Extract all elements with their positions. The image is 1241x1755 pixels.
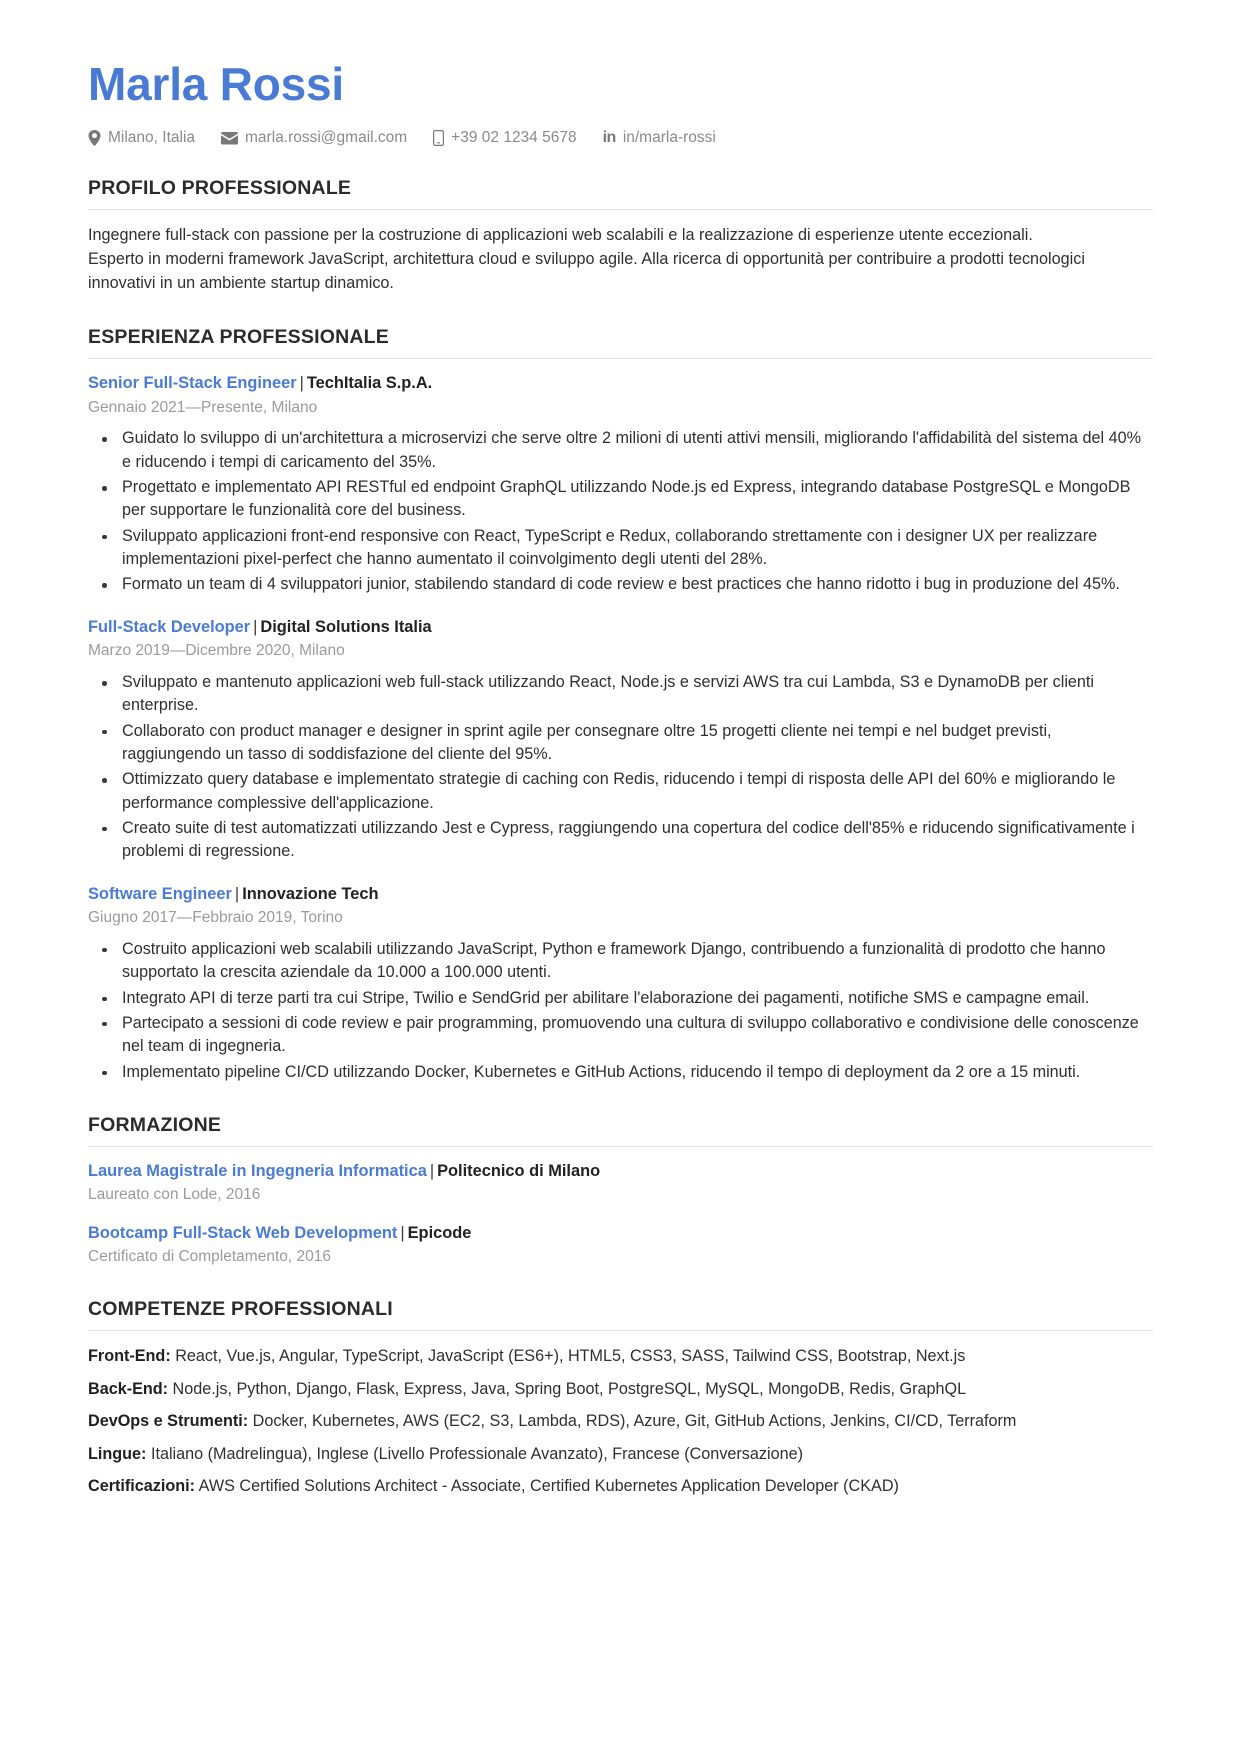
experience-entry — [88, 373, 1153, 597]
contact-email — [221, 129, 407, 147]
location-pin-icon — [88, 130, 101, 146]
heading-separator: | — [234, 884, 240, 903]
section-skills — [88, 1298, 1153, 1498]
heading-separator: | — [299, 374, 304, 393]
education-program-title: Bootcamp Full-Stack Web Development — [88, 1224, 398, 1243]
skill-line — [88, 1378, 1153, 1401]
section-title-profile: PROFILO PROFESSIONALE — [88, 177, 352, 200]
skill-category-label: DevOps e Strumenti: — [88, 1412, 249, 1431]
mobile-phone-icon — [433, 130, 444, 146]
section-title-education: FORMAZIONE — [88, 1113, 222, 1136]
experience-bullet-item: Partecipato a sessioni di code review e pair programming, promuovendo una cultura di sviluppo collaborativo e condivisione delle conoscenze nel team di ingegneria. — [120, 1012, 1153, 1059]
section-title-experience: ESPERIENZA PROFESSIONALE — [88, 326, 389, 349]
section-experience — [88, 326, 1153, 1084]
experience-bullet-item: Collaborato con product manager e designer in sprint agile per consegnare oltre 15 progetti cliente nei tempi e nel budget previsti, raggiungendo un tasso di soddisfazione del cliente del 95%. — [120, 720, 1153, 767]
envelope-icon — [221, 132, 238, 145]
experience-entry-heading — [88, 884, 1153, 905]
heading-separator: | — [400, 1224, 405, 1243]
skill-category-values: Italiano (Madrelingua), Inglese (Livello Professionale Avanzato), Francese (Conversazione) — [146, 1444, 803, 1463]
education-credential-meta: Certificato di Completamento, 2016 — [88, 1248, 331, 1266]
experience-bullet-item: Progettato e implementato API RESTful ed endpoint GraphQL utilizzando Node.js ed Express, integrando database PostgreSQL e MongoDB per supportare le funzionalità core del business. — [120, 476, 1153, 523]
education-entry-heading — [88, 1223, 1153, 1244]
skill-category-label: Certificazioni: — [88, 1477, 196, 1496]
experience-bullet-item: Guidato lo sviluppo di un'architettura a microservizi che serve oltre 2 milioni di utenti attivi mensili, migliorando l'affidabilità del sistema del 40% e riducendo i tempi di caricamento del 35%. — [120, 427, 1153, 474]
section-divider — [88, 1330, 1153, 1331]
skill-category-values: React, Vue.js, Angular, TypeScript, JavaScript (ES6+), HTML5, CSS3, SASS, Tailwind CSS, Bootstrap, Next.js — [170, 1347, 966, 1366]
section-education — [88, 1114, 1153, 1269]
experience-bullet-item: Sviluppato e mantenuto applicazioni web full-stack utilizzando React, Node.js e servizi AWS tra cui Lambda, S3 e DynamoDB per clienti enterprise. — [120, 671, 1153, 718]
skill-category-values: AWS Certified Solutions Architect - Associate, Certified Kubernetes Application Developer (CKAD) — [195, 1477, 899, 1496]
education-entry — [88, 1223, 1153, 1268]
experience-entry-heading — [88, 373, 1153, 394]
experience-entry — [88, 884, 1153, 1084]
experience-bullet-item: Formato un team di 4 sviluppatori junior, stabilendo standard di code review e best practices che hanno ridotto i bug in produzione del 45%. — [120, 573, 1153, 596]
experience-entry-heading — [88, 617, 1153, 638]
experience-dates-location: Giugno 2017—Febbraio 2019, Torino — [88, 908, 343, 926]
experience-entry-list — [88, 373, 1153, 1084]
experience-bullet-item: Creato suite di test automatizzati utilizzando Jest e Cypress, raggiungendo una copertura del codice dell'85% e riducendo significativamente i problemi di regressione. — [120, 817, 1153, 864]
heading-separator: | — [253, 617, 258, 636]
education-entry — [88, 1161, 1153, 1206]
contact-phone — [433, 129, 576, 147]
experience-dates-location: Marzo 2019—Dicembre 2020, Milano — [88, 642, 345, 660]
contact-location — [88, 129, 195, 147]
skill-line — [88, 1443, 1153, 1466]
contact-email-text: marla.rossi@gmail.com — [245, 129, 408, 147]
contact-info-row — [88, 129, 1153, 147]
experience-bullet-item: Costruito applicazioni web scalabili utilizzando JavaScript, Python e framework Django, contribuendo a funzionalità di prodotto che hanno supportato la crescita aziendale da 10.000 a 100.000 utenti. — [120, 938, 1153, 985]
experience-dates-location: Gennaio 2021—Presente, Milano — [88, 398, 318, 416]
experience-job-title: Full-Stack Developer — [88, 617, 251, 636]
skill-category-label: Lingue: — [88, 1444, 147, 1463]
experience-bullet-item: Integrato API di terze parti tra cui Stripe, Twilio e SendGrid per abilitare l'elaborazione dei pagamenti, notifiche SMS e campagne email. — [120, 987, 1153, 1010]
skill-category-label: Front-End: — [88, 1347, 171, 1366]
experience-job-title: Senior Full-Stack Engineer — [88, 374, 297, 393]
heading-separator: | — [429, 1161, 435, 1180]
education-program-title: Laurea Magistrale in Ingegneria Informatica — [88, 1161, 427, 1180]
skill-category-label: Back-End: — [88, 1379, 169, 1398]
contact-location-text: Milano, Italia — [108, 129, 196, 147]
experience-bullet-list — [88, 427, 1153, 596]
experience-entry — [88, 617, 1153, 864]
section-divider — [88, 209, 1153, 210]
candidate-name: Marla Rossi — [88, 58, 345, 110]
linkedin-icon: in — [602, 129, 616, 147]
experience-bullet-item: Ottimizzato query database e implementato strategie di caching con Redis, riducendo i tempi di risposta delle API del 60% e migliorando le performance complessive dell'applicazione. — [120, 768, 1153, 815]
section-divider — [88, 358, 1153, 359]
education-entry-heading — [88, 1161, 1153, 1182]
profile-summary-text: Ingegnere full-stack con passione per la costruzione di applicazioni web scalabili e la realizzazione di esperienze utente eccezionali. Esperto in moderni framework JavaScript, architettura cloud e sviluppo agile. Alla ricerca di opportunità per contribuire a prodotti tecnologici innovativi in un ambiente startup dinamico. — [88, 226, 1085, 293]
contact-phone-text: +39 02 1234 5678 — [451, 129, 577, 147]
skill-line — [88, 1410, 1153, 1433]
contact-linkedin — [603, 129, 716, 147]
experience-company-name: TechItalia S.p.A. — [306, 374, 433, 393]
resume-header — [88, 60, 1153, 147]
skills-line-list — [88, 1345, 1153, 1498]
experience-bullet-item: Implementato pipeline CI/CD utilizzando Docker, Kubernetes e GitHub Actions, riducendo il tempo di deployment da 2 ore a 15 minuti. — [120, 1061, 1153, 1084]
section-divider — [88, 1146, 1153, 1147]
experience-bullet-list — [88, 938, 1153, 1084]
experience-bullet-item: Sviluppato applicazioni front-end responsive con React, TypeScript e Redux, collaborando strettamente con i designer UX per realizzare implementazioni pixel-perfect che hanno aumentato il coinvolgimento degli utenti del 28%. — [120, 525, 1153, 572]
contact-linkedin-text: in/marla-rossi — [622, 129, 716, 147]
education-institution-name: Politecnico di Milano — [437, 1161, 601, 1180]
skill-category-values: Node.js, Python, Django, Flask, Express, Java, Spring Boot, PostgreSQL, MySQL, MongoDB, Redis, GraphQL — [168, 1379, 967, 1398]
skill-line — [88, 1345, 1153, 1368]
education-credential-meta: Laureato con Lode, 2016 — [88, 1186, 261, 1204]
education-entry-list — [88, 1161, 1153, 1269]
section-profile — [88, 177, 1153, 296]
experience-company-name: Digital Solutions Italia — [260, 617, 432, 636]
experience-bullet-list — [88, 671, 1153, 864]
education-institution-name: Epicode — [407, 1224, 472, 1243]
section-title-skills: COMPETENZE PROFESSIONALI — [88, 1298, 393, 1321]
experience-job-title: Software Engineer — [88, 884, 232, 903]
skill-line — [88, 1475, 1153, 1498]
experience-company-name: Innovazione Tech — [242, 884, 379, 903]
skill-category-values: Docker, Kubernetes, AWS (EC2, S3, Lambda, RDS), Azure, Git, GitHub Actions, Jenkins, CI/CD, Terraform — [248, 1412, 1017, 1431]
